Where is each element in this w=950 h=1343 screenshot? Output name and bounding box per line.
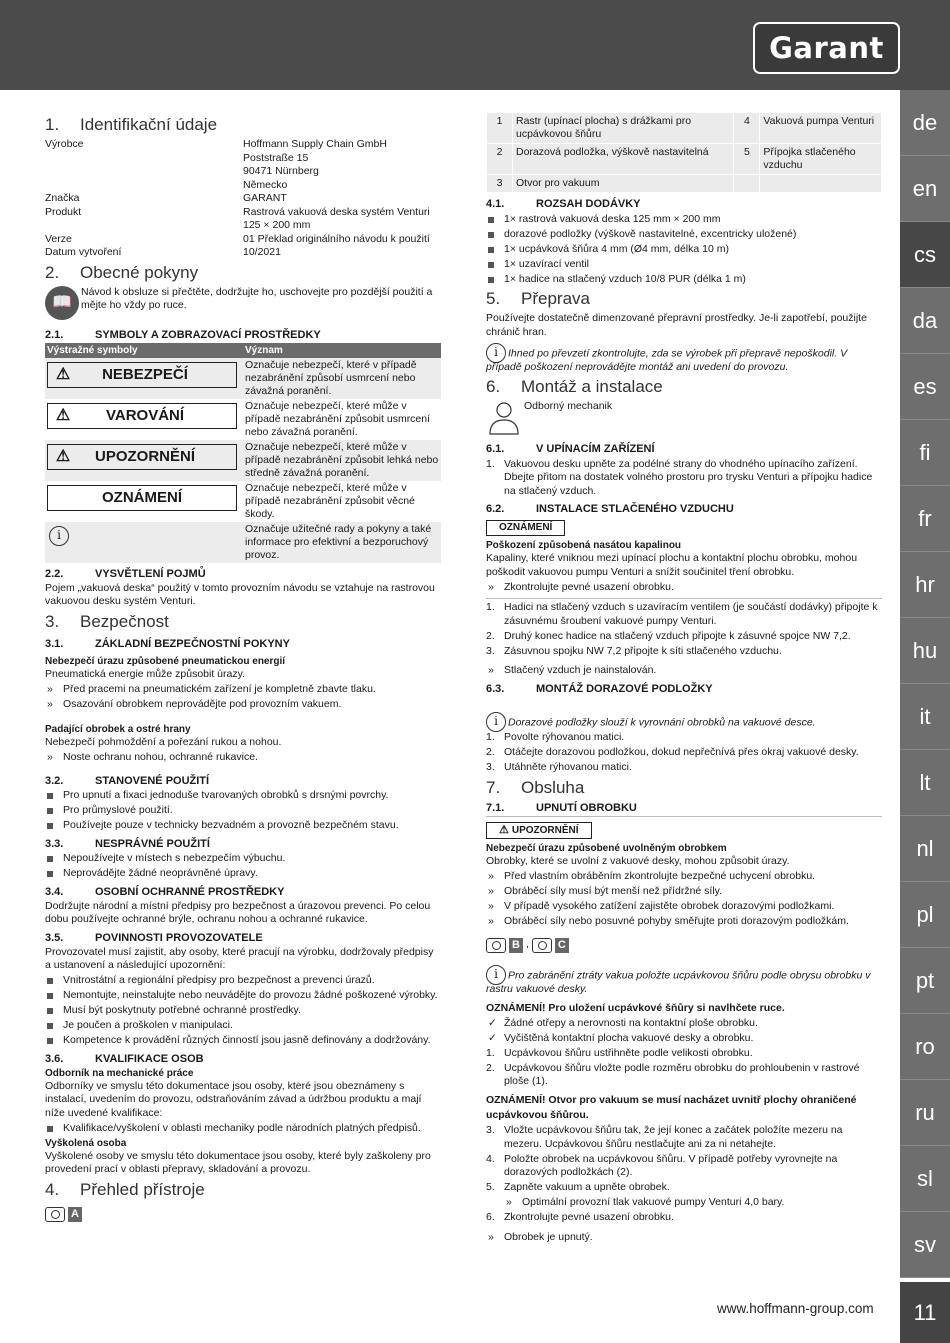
read-manual-icon: 📖: [45, 286, 79, 320]
language-tab-sv[interactable]: sv: [900, 1212, 950, 1278]
section-2-2-heading: 2.2. VYSVĚTLENÍ POJMŮ: [45, 567, 206, 580]
parts-table: [486, 112, 882, 193]
list-item: 1× hadice na stlačený vzduch 10/8 PUR (délka 1 m): [486, 273, 882, 287]
steps-list: [486, 458, 882, 499]
step-item: [486, 731, 882, 745]
section-1-heading: 1. Identifikační údaje: [45, 115, 218, 134]
part-number: 5: [734, 144, 760, 175]
list-item: » Obráběcí síly musí být menší než přídržné síly.: [486, 885, 882, 899]
id-value: GARANT: [243, 192, 287, 204]
part-number: 3: [487, 175, 513, 193]
list-item: 1× uzavírací ventil: [486, 258, 882, 272]
language-tab-hu[interactable]: hu: [900, 618, 950, 684]
list-item: Pro upnutí a fixaci jednoduše tvarovaných obrobků s drsnými povrchy.: [45, 789, 441, 803]
result-list: [486, 1231, 882, 1245]
section-3-heading: 3. Bezpečnost: [45, 611, 169, 631]
notice-text: OZNÁMENÍ! Otvor pro vakuum se musí nacházet uvnitř plochy ohraničené ucpávkovou šňůrou.: [486, 1093, 857, 1121]
step-text: Zásuvnou spojku NW 7,2 připojte k síti stlačeného vzduchu.: [504, 644, 782, 657]
step-item: [486, 761, 882, 775]
id-value: 10/2021: [243, 246, 281, 258]
qualification-title: Odborník na mechanické práce: [45, 1067, 194, 1079]
operator-list: [45, 974, 441, 1048]
result-list: [486, 664, 882, 678]
part-name: [760, 175, 882, 193]
warning-list: [486, 870, 882, 929]
camera-icon: [45, 1207, 65, 1222]
step-text: Utáhněte rýhovanou matici.: [504, 761, 632, 773]
step-item: [486, 645, 882, 659]
list-item: dorazové podložky (výškově nastavitelné, excentricky uložené): [486, 228, 882, 242]
step-item: [486, 1062, 882, 1089]
warning-triangle-icon: ⚠: [55, 448, 71, 465]
step-text: Vakuovou desku upněte za podélné strany do vhodného upínacího zařízení. Dbejte přitom na dostatek volného prostoru pro trysku Venturi a přípojku hadice na stlačený vzduch.: [504, 457, 873, 497]
signal-word-box: [47, 403, 237, 429]
list-item: Pro průmyslové použití.: [45, 804, 441, 818]
part-name: Otvor pro vakuum: [513, 175, 734, 193]
steps-list: [486, 601, 882, 658]
part-row: [487, 175, 882, 193]
warning-triangle-icon: ⚠: [499, 823, 509, 836]
garant-logo: Garant: [753, 22, 900, 74]
info-icon: i: [49, 526, 69, 546]
language-tab-nl[interactable]: nl: [900, 816, 950, 882]
warning-triangle-icon: ⚠: [55, 407, 71, 424]
signal-word: NEBEZPEČÍ: [102, 366, 188, 383]
id-value: Hoffmann Supply Chain GmbH Poststraße 15 90471 Nürnberg Německo: [243, 138, 387, 191]
list-item: 1× rastrová vakuová deska 125 mm × 200 mm: [486, 213, 882, 227]
list-item: » Zkontrolujte pevné usazení obrobku.: [486, 581, 882, 595]
footer-url[interactable]: www.hoffmann-group.com: [717, 1301, 874, 1316]
mechanic-label: Odborný mechanik: [524, 400, 613, 413]
step-text: Vložte ucpávkovou šňůru tak, že její konec a začátek položíte mezeru na mezeru. Ucpávkovou šňůru nestlačujte ani za ni netahejte.: [504, 1124, 843, 1150]
step-number: 3.: [486, 1124, 495, 1137]
language-tab-da[interactable]: da: [900, 288, 950, 354]
transport-note: i Ihned po převzetí zkontrolujte, zda se výrobek při přepravě nepoškodil. V případě poškození neprovádějte montáž ani uvedení do provozu.: [486, 343, 882, 374]
figure-separator: ,: [525, 938, 529, 951]
part-name: Přípojka stlačeného vzduchu: [760, 144, 882, 175]
language-tab-hr[interactable]: hr: [900, 552, 950, 618]
step-item: [486, 1047, 882, 1061]
section-3-6-heading: 3.6. KVALIFIKACE OSOB: [45, 1052, 204, 1065]
part-row: [487, 113, 882, 144]
caution-badge: ⚠ UPOZORNĚNÍ: [486, 822, 592, 839]
step-number: 5.: [486, 1181, 495, 1194]
id-key: Verze: [45, 232, 72, 245]
step-text: Zkontrolujte pevné usazení obrobku.: [504, 1211, 674, 1224]
qualification-title: Vyškolená osoba: [45, 1137, 127, 1149]
step-text: Otáčejte dorazovou podložkou, dokud nepřečnívá přes okraj vakuové desky.: [504, 746, 859, 758]
operator-text: Provozovatel musí zajistit, aby osoby, které pracují na výrobku, dodržovaly předpisy a ustanovení a následující upozornění:: [45, 945, 434, 971]
list-item: » Noste ochranu nohou, ochranné rukavice.: [45, 751, 441, 765]
language-tab-ru[interactable]: ru: [900, 1080, 950, 1146]
step-item: [486, 1153, 882, 1180]
section-7-heading: 7. Obsluha: [486, 777, 585, 797]
hazard-title: Padající obrobek a ostré hrany: [45, 724, 191, 735]
symbol-meaning: Označuje nebezpečí, které může v případě nezabránění způsobit usmrcení nebo závažná poranění.: [245, 399, 431, 438]
language-tab-lt[interactable]: lt: [900, 750, 950, 816]
symbol-meaning: Označuje nebezpečí, které může v případě nezabránění způsobit lehká nebo středně závažná poranění.: [243, 440, 441, 481]
warning-text: Obrobky, které se uvolní z vakuové desky, mohou způsobit úrazy.: [486, 854, 790, 867]
language-tab-pl[interactable]: pl: [900, 882, 950, 948]
steps-list: [486, 1047, 882, 1089]
language-tab-fr[interactable]: fr: [900, 486, 950, 552]
step-number: 1.: [486, 1046, 495, 1059]
id-key: Datum vytvoření: [45, 246, 122, 258]
section-3-2-heading: 3.2. STANOVENÉ POUŽITÍ: [45, 774, 210, 787]
symbol-meaning: Označuje nebezpečí, které může v případě nezabránění způsobit věcné škody.: [245, 481, 415, 520]
section-4-heading: 4. Přehled přístroje: [45, 1179, 205, 1199]
hazard-text: Nebezpečí pohmoždění a pořezání rukou a nohou.: [45, 736, 282, 748]
id-key: Výrobce: [45, 138, 84, 150]
section-2-1-heading: 2.1. SYMBOLY A ZOBRAZOVACÍ PROSTŘEDKY: [45, 328, 321, 341]
step-text: Povolte rýhovanou matici.: [504, 731, 625, 743]
step-text: Položte obrobek na ucpávkovou šňůru. V případě potřeby vyrovnejte na dorazových podložkách (2).: [504, 1152, 838, 1179]
hazard-list: [45, 683, 441, 712]
language-tab-fi[interactable]: fi: [900, 420, 950, 486]
figure-letter: C: [555, 938, 569, 953]
id-value: 01 Překlad originálního návodu k použití: [243, 232, 430, 245]
figure-letter: A: [68, 1207, 82, 1222]
camera-icon: [532, 938, 552, 953]
step-item: [486, 1211, 882, 1225]
list-item: » Před vlastním obráběním zkontrolujte bezpečné uchycení obrobku.: [486, 870, 882, 884]
language-tab-cs[interactable]: cs: [900, 222, 950, 288]
qualification-list: [45, 1122, 441, 1136]
step-text: Zapněte vakuum a upněte obrobek.: [504, 1181, 670, 1194]
language-tab-pt[interactable]: pt: [900, 948, 950, 1014]
list-item: ✓ Vyčištěná kontaktní plocha vakuové desky a obrobku.: [486, 1032, 882, 1046]
section-3-1-heading: 3.1. ZÁKLADNÍ BEZPEČNOSTNÍ POKYNY: [45, 637, 290, 650]
symbol-meaning: Označuje užitečné rady a pokyny a také informace pro efektivní a bezporuchový provoz.: [243, 522, 441, 563]
id-key: Produkt: [45, 205, 82, 218]
scope-of-delivery-list: [486, 213, 882, 287]
language-tab-de[interactable]: de: [900, 90, 950, 156]
signal-word: OZNÁMENÍ: [102, 489, 182, 506]
seal-note: i Pro zabránění ztráty vakua položte ucpávkovou šňůru podle obrysu obrobku v rastru vakuové desky.: [486, 965, 882, 996]
info-icon: i: [486, 343, 506, 363]
step-number: 3.: [486, 761, 495, 773]
step-item: [486, 458, 882, 499]
list-item: Musí být poskytnuty potřebné ochranné prostředky.: [45, 1004, 441, 1018]
steps-list: [486, 731, 882, 775]
mechanic-icon: [486, 400, 522, 436]
step-number: 6.: [486, 1211, 495, 1224]
list-item: ✓ Žádné otřepy a nerovnosti na kontaktní ploše obrobku.: [486, 1017, 882, 1031]
step-item: [486, 630, 882, 644]
step-item: [486, 601, 882, 628]
general-text: Návod k obsluze si přečtěte, dodržujte ho, uschovejte pro pozdější použití a mějte ho vždy po ruce.: [81, 285, 433, 311]
header-bar: [0, 0, 950, 90]
signal-word-box: [47, 444, 237, 470]
list-item: Nemontujte, neinstalujte nebo neuvádějte do provozu žádné poškozené výrobky.: [45, 989, 441, 1003]
language-tab-ro[interactable]: ro: [900, 1014, 950, 1080]
section-7-1-heading: 7.1. UPNUTÍ OBROBKU: [486, 801, 637, 814]
page-number: 11: [900, 1282, 950, 1343]
step-number: 3.: [486, 644, 495, 657]
transport-text: Používejte dostatečně dimenzované přepravní prostředky. Je-li zapotřebí, použijte chránič hran.: [486, 312, 867, 338]
step-text: Ucpávkovou šňůru ustřihněte podle velikosti obrobku.: [504, 1046, 753, 1059]
hazard-list: [45, 751, 441, 765]
part-row: [487, 144, 882, 175]
step-number: 1.: [486, 457, 495, 470]
id-key: Značka: [45, 192, 80, 204]
right-column: [486, 112, 882, 1246]
hazard-title: Nebezpečí úrazu způsobené pneumatickou energií: [45, 655, 286, 667]
warning-list: [486, 581, 882, 595]
qualification-text: Vyškolené osoby ve smyslu této dokumentace jsou osoby, které byly zaškoleny pro provedení prací v oblasti přepravy, skladování a provozu.: [45, 1149, 431, 1175]
step-text: Ucpávkovou šňůru vložte podle rozměru obrobku do prohloubenin v rastrové ploše (1).: [504, 1061, 860, 1088]
section-3-3-heading: 3.3. NESPRÁVNÉ POUŽITÍ: [45, 837, 210, 850]
hazard-text: Pneumatická energie může způsobit úrazy.: [45, 667, 245, 680]
step-number: 4.: [486, 1152, 495, 1165]
part-number: [734, 175, 760, 193]
step-number: 1.: [486, 731, 495, 743]
list-item: Používejte pouze v technicky bezvadném a provozně bezpečném stavu.: [45, 819, 441, 833]
figure-letter: B: [509, 938, 523, 953]
general-notes: [45, 286, 441, 320]
language-tab-en[interactable]: en: [900, 156, 950, 222]
step-number: 2.: [486, 629, 495, 642]
list-item: Vnitrostátní a regionální předpisy pro bezpečnost a prevenci úrazů.: [45, 974, 441, 988]
intended-use-list: [45, 789, 441, 833]
part-number: 2: [487, 144, 513, 175]
language-tab-es[interactable]: es: [900, 354, 950, 420]
part-name: Vakuová pumpa Venturi: [760, 113, 882, 144]
figure-reference: [486, 938, 569, 953]
left-column: [45, 112, 441, 1226]
warning-title: Poškození způsobená nasátou kapalinou: [486, 540, 682, 552]
list-item: Nepoužívejte v místech s nebezpečím výbuchu.: [45, 852, 441, 866]
meaning-col-header: Význam: [243, 343, 441, 358]
result-item: » Obrobek je upnutý.: [486, 1231, 882, 1245]
list-item: » Osazování obrobkem neprovádějte pod provozním vakuem.: [45, 698, 441, 712]
step-item: [486, 1181, 882, 1195]
section-2-heading: 2. Obecné pokyny: [45, 262, 199, 282]
signal-word: VAROVÁNÍ: [105, 407, 185, 424]
part-number: 1: [487, 113, 513, 144]
symbols-col-header: Výstražné symboly: [45, 343, 243, 358]
list-item: 1× ucpávková šňůra 4 mm (Ø4 mm, délka 10 m): [486, 243, 882, 257]
list-item: Je poučen a proškolen v manipulaci.: [45, 1019, 441, 1033]
symbol-row: [45, 399, 441, 440]
step-number: 2.: [486, 746, 495, 758]
list-item: Neprovádějte žádné neoprávněné úpravy.: [45, 867, 441, 881]
step-text: Hadici na stlačený vzduch s uzavíracím ventilem (je součástí dodávky) připojte k zásuvnému šroubení vakuové pumpy Venturi.: [504, 601, 878, 627]
list-item: » Obráběcí síly nebo posuvné pohyby směřujte proti dorazovým podložkám.: [486, 915, 882, 929]
language-tab-sl[interactable]: sl: [900, 1146, 950, 1212]
mount-note: i Dorazové podložky slouží k vyrovnání obrobků na vakuové desce.: [486, 712, 882, 730]
steps-list: [486, 1211, 882, 1225]
step-text: Druhý konec hadice na stlačený vzduch připojte k zásuvné spojce NW 7,2.: [504, 629, 851, 642]
sub-list: [486, 1196, 882, 1210]
terms-text: Pojem „vakuová deska“ použitý v tomto provozním návodu se vztahuje na rastrovou vakuovou desku systém Venturi.: [45, 581, 435, 607]
identification-table: [45, 138, 441, 260]
ppe-text: Dodržujte národní a místní předpisy pro bezpečnost a úrazovou prevenci. Po celou dobu používejte ochranné brýle, ochranu nohou a ochranné rukavice.: [45, 899, 431, 925]
info-icon: i: [486, 965, 506, 985]
section-4-1-heading: 4.1. ROZSAH DODÁVKY: [486, 198, 641, 210]
notice-badge: OZNÁMENÍ: [486, 520, 565, 536]
section-3-4-heading: 3.4. OSOBNÍ OCHRANNÉ PROSTŘEDKY: [45, 885, 285, 898]
camera-icon: [486, 938, 506, 953]
part-name: Rastr (upínací plocha) s drážkami pro ucpávkovou šňůru: [513, 113, 734, 144]
qualified-person: [486, 400, 882, 436]
step-number: 2.: [486, 1061, 495, 1074]
symbol-row: [45, 358, 441, 399]
list-item: Kompetence k provádění různých činností jsou jasně definovány a dodržovány.: [45, 1034, 441, 1048]
warning-triangle-icon: ⚠: [55, 366, 71, 383]
step-item: [486, 746, 882, 760]
symbols-table: [45, 343, 441, 563]
section-6-heading: 6. Montáž a instalace: [486, 377, 663, 397]
info-icon: i: [486, 712, 506, 732]
steps-list: [486, 1124, 882, 1195]
section-6-1-heading: 6.1. V UPÍNACÍM ZAŘÍZENÍ: [486, 443, 655, 456]
check-list: [486, 1017, 882, 1046]
list-item: Kvalifikace/vyškolení v oblasti mechaniky podle národních platných předpisů.: [45, 1122, 441, 1136]
signal-word: UPOZORNĚNÍ: [94, 448, 195, 465]
list-item: » Před pracemi na pneumatickém zařízení je kompletně zbavte tlaku.: [45, 683, 441, 697]
section-3-5-heading: 3.5. POVINNOSTI PROVOZOVATELE: [45, 931, 263, 944]
list-item: » V případě vysokého zatížení zajistěte obrobek dorazovými podložkami.: [486, 900, 882, 914]
warning-title: Nebezpečí úrazu způsobené uvolněným obrobkem: [486, 842, 727, 854]
figure-reference: [45, 1207, 82, 1222]
step-item: [486, 1124, 882, 1151]
symbol-meaning: Označuje nebezpečí, které v případě nezabránění způsobí usmrcení nebo závažná poranění.: [243, 358, 441, 399]
misuse-list: [45, 852, 441, 881]
part-name: Dorazová podložka, výškově nastavitelná: [513, 144, 734, 175]
symbol-row: [45, 440, 441, 481]
section-6-3-heading: 6.3. MONTÁŽ DORAZOVÉ PODLOŽKY: [486, 682, 713, 695]
qualification-text: Odborníky ve smyslu této dokumentace jsou osoby, které jsou obeznámeny s instalací, uvedením do provozu, odstraňováním závad a údržbou produktu a mají níže uvedené kvalifikace:: [45, 1079, 422, 1119]
language-sidebar: [900, 90, 950, 1278]
id-value: Rastrová vakuová deska systém Venturi 125 × 200 mm: [243, 205, 430, 231]
notice-text: OZNÁMENÍ! Pro uložení ucpávkové šňůry si navlhčete ruce.: [486, 1002, 785, 1015]
step-number: 1.: [486, 601, 495, 614]
symbol-row: [45, 481, 441, 522]
part-number: 4: [734, 113, 760, 144]
warning-text: Kapaliny, které vniknou mezi upínací plochu a kontaktní plochu obrobku, mohou poškodit vakuovou pumpu Venturi a snížit součinitel tření obrobku.: [486, 552, 858, 578]
section-5-heading: 5. Přeprava: [486, 289, 590, 308]
signal-word-box: [47, 362, 237, 388]
result-item: » Stlačený vzduch je nainstalován.: [486, 664, 882, 678]
section-6-2-heading: 6.2. INSTALACE STLAČENÉHO VZDUCHU: [486, 503, 734, 516]
sub-item: » Optimální provozní tlak vakuové pumpy Venturi 4,0 bary.: [504, 1196, 882, 1210]
language-tab-it[interactable]: it: [900, 684, 950, 750]
symbol-row: [45, 522, 441, 563]
signal-word-box: [47, 485, 237, 511]
